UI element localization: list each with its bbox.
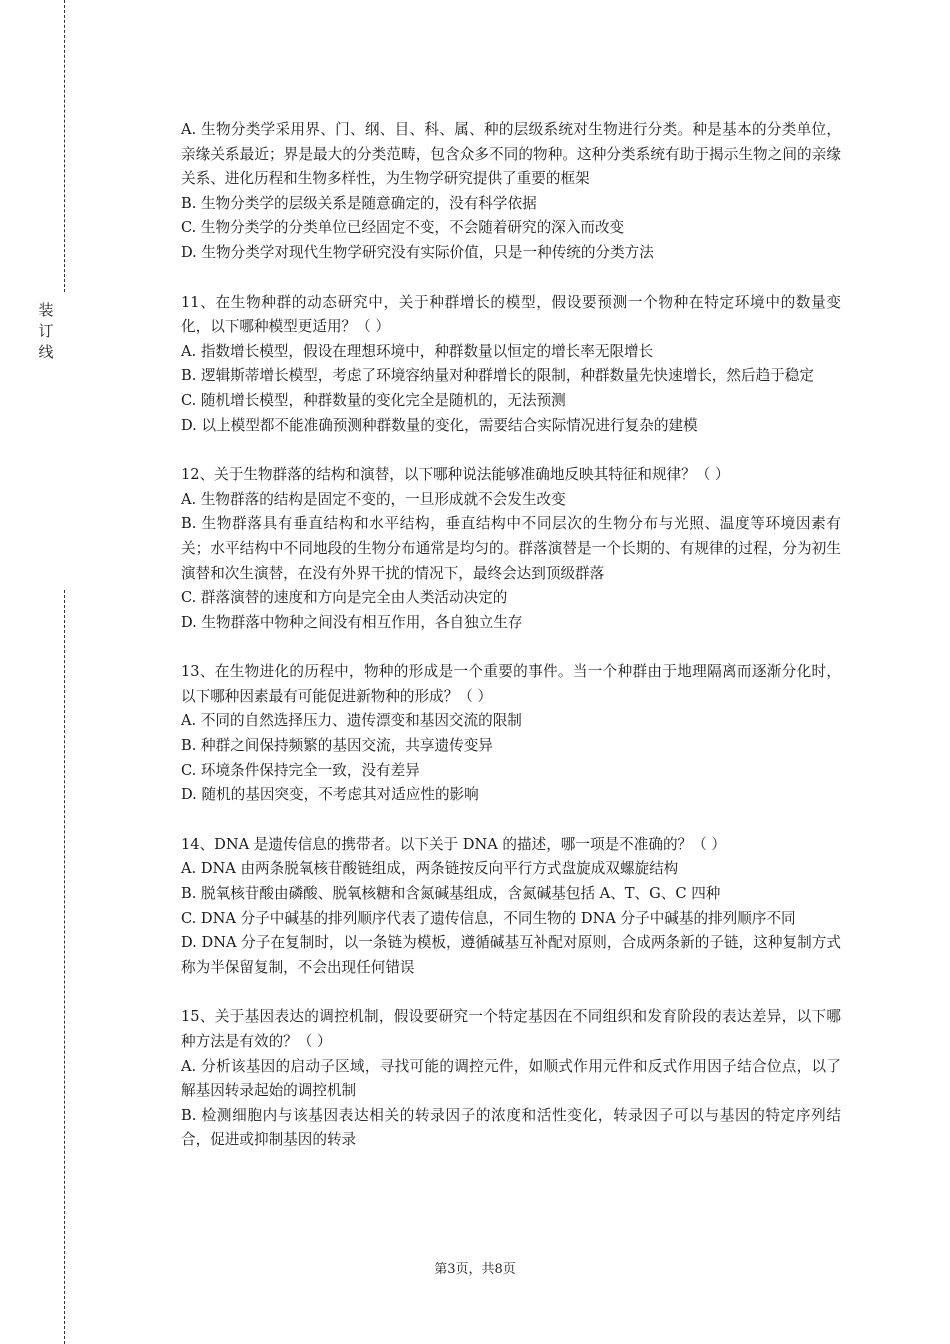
option-a: A. 生物分类学采用界、门、纲、目、科、属、种的层级系统对生物进行分类。种是基本的分类单位，亲缘关系最近；界是最大的分类范畴，包含众多不同的物种。这种分类系统有助于揭示生物之间的亲缘关系、进化历程和生物多样性，为生物学研究提供了重要的框架 (181, 121, 841, 188)
question-11 (181, 291, 841, 439)
option-c: C. 环境条件保持完全一致，没有差异 (181, 761, 420, 779)
option-b: B. 脱氧核苷酸由磷酸、脱氧核糖和含氮碱基组成，含氮碱基包括 A、T、G、C 四种 (181, 885, 721, 903)
binding-line-bottom (64, 590, 65, 1344)
page-footer: 第3页，共8页 (434, 1262, 516, 1277)
binding-char: 线 (38, 343, 54, 361)
option-a: A. DNA 由两条脱氧核苷酸链组成，两条链按反向平行方式盘旋成双螺旋结构 (181, 860, 679, 878)
option-b: B. 逻辑斯蒂增长模型，考虑了环境容纳量对种群增长的限制，种群数量先快速增长，然后趋于稳定 (181, 367, 814, 385)
option-a: A. 指数增长模型，假设在理想环境中，种群数量以恒定的增长率无限增长 (181, 342, 654, 360)
question-10-options (181, 118, 841, 266)
option-c: C. 群落演替的速度和方向是完全由人类活动决定的 (181, 589, 508, 607)
option-d: D. 生物分类学对现代生物学研究没有实际价值，只是一种传统的分类方法 (181, 243, 654, 261)
option-c: C. 随机增长模型，种群数量的变化完全是随机的，无法预测 (181, 391, 566, 409)
option-d: D. DNA 分子在复制时，以一条链为模板，遵循碱基互补配对原则，合成两条新的子链，这种复制方式称为半保留复制，不会出现任何错误 (181, 934, 841, 976)
option-c: C. DNA 分子中碱基的排列顺序代表了遗传信息，不同生物的 DNA 分子中碱基的排列顺序不同 (181, 909, 796, 927)
question-stem: 11、在生物种群的动态研究中，关于种群增长的模型，假设要预测一个物种在特定环境中的数量变化，以下哪种模型更适用？（ ） (181, 293, 841, 336)
option-b: B. 检测细胞内与该基因表达相关的转录因子的浓度和活性变化，转录因子可以与基因的特定序列结合，促进或抑制基因的转录 (181, 1106, 841, 1149)
question-stem: 15、关于基因表达的调控机制，假设要研究一个特定基因在不同组织和发育阶段的表达差异，以下哪种方法是有效的？（ ） (181, 1008, 841, 1050)
question-14 (181, 833, 841, 981)
binding-char: 装 (38, 301, 54, 319)
option-b: B. 生物群落具有垂直结构和水平结构，垂直结构中不同层次的生物分布与光照、温度等环境因素有关；水平结构中不同地段的生物分布通常是均匀的。群落演替是一个长期的、有规律的过程，分为初生演替和次生演替，在没有外界干扰的情况下，最终会达到顶级群落 (181, 515, 841, 582)
option-b: B. 种群之间保持频繁的基因交流，共享遗传变异 (181, 737, 493, 755)
binding-line-top (64, 0, 65, 292)
question-13 (181, 660, 841, 808)
option-d: D. 随机的基因突变，不考虑其对适应性的影响 (181, 786, 479, 804)
question-stem: 13、在生物进化的历程中，物种的形成是一个重要的事件。当一个种群由于地理隔离而逐渐分化时，以下哪种因素最有可能促进新物种的形成？（ ） (181, 663, 841, 705)
exam-content (181, 118, 841, 1178)
option-a: A. 分析该基因的启动子区域，寻找可能的调控元件，如顺式作用元件和反式作用因子结合位点，以了解基因转录起始的调控机制 (181, 1057, 841, 1100)
option-a: A. 生物群落的结构是固定不变的，一旦形成就不会发生改变 (181, 490, 566, 508)
option-b: B. 生物分类学的层级关系是随意确定的，没有科学依据 (181, 194, 537, 212)
question-15 (181, 1005, 841, 1153)
question-stem: 14、DNA 是遗传信息的携带者。以下关于 DNA 的描述，哪一项是不准确的？（ ） (181, 835, 726, 853)
option-d: D. 生物群落中物种之间没有相互作用，各自独立生存 (181, 613, 523, 631)
question-12 (181, 463, 841, 635)
question-stem: 12、关于生物群落的结构和演替，以下哪种说法能够准确地反映其特征和规律？（ ） (181, 466, 730, 484)
option-c: C. 生物分类学的分类单位已经固定不变，不会随着研究的深入而改变 (181, 219, 625, 237)
option-d: D. 以上模型都不能准确预测种群数量的变化，需要结合实际情况进行复杂的建模 (181, 416, 698, 434)
option-a: A. 不同的自然选择压力、遗传漂变和基因交流的限制 (181, 712, 522, 730)
binding-char: 订 (38, 322, 54, 340)
binding-label (36, 300, 56, 363)
